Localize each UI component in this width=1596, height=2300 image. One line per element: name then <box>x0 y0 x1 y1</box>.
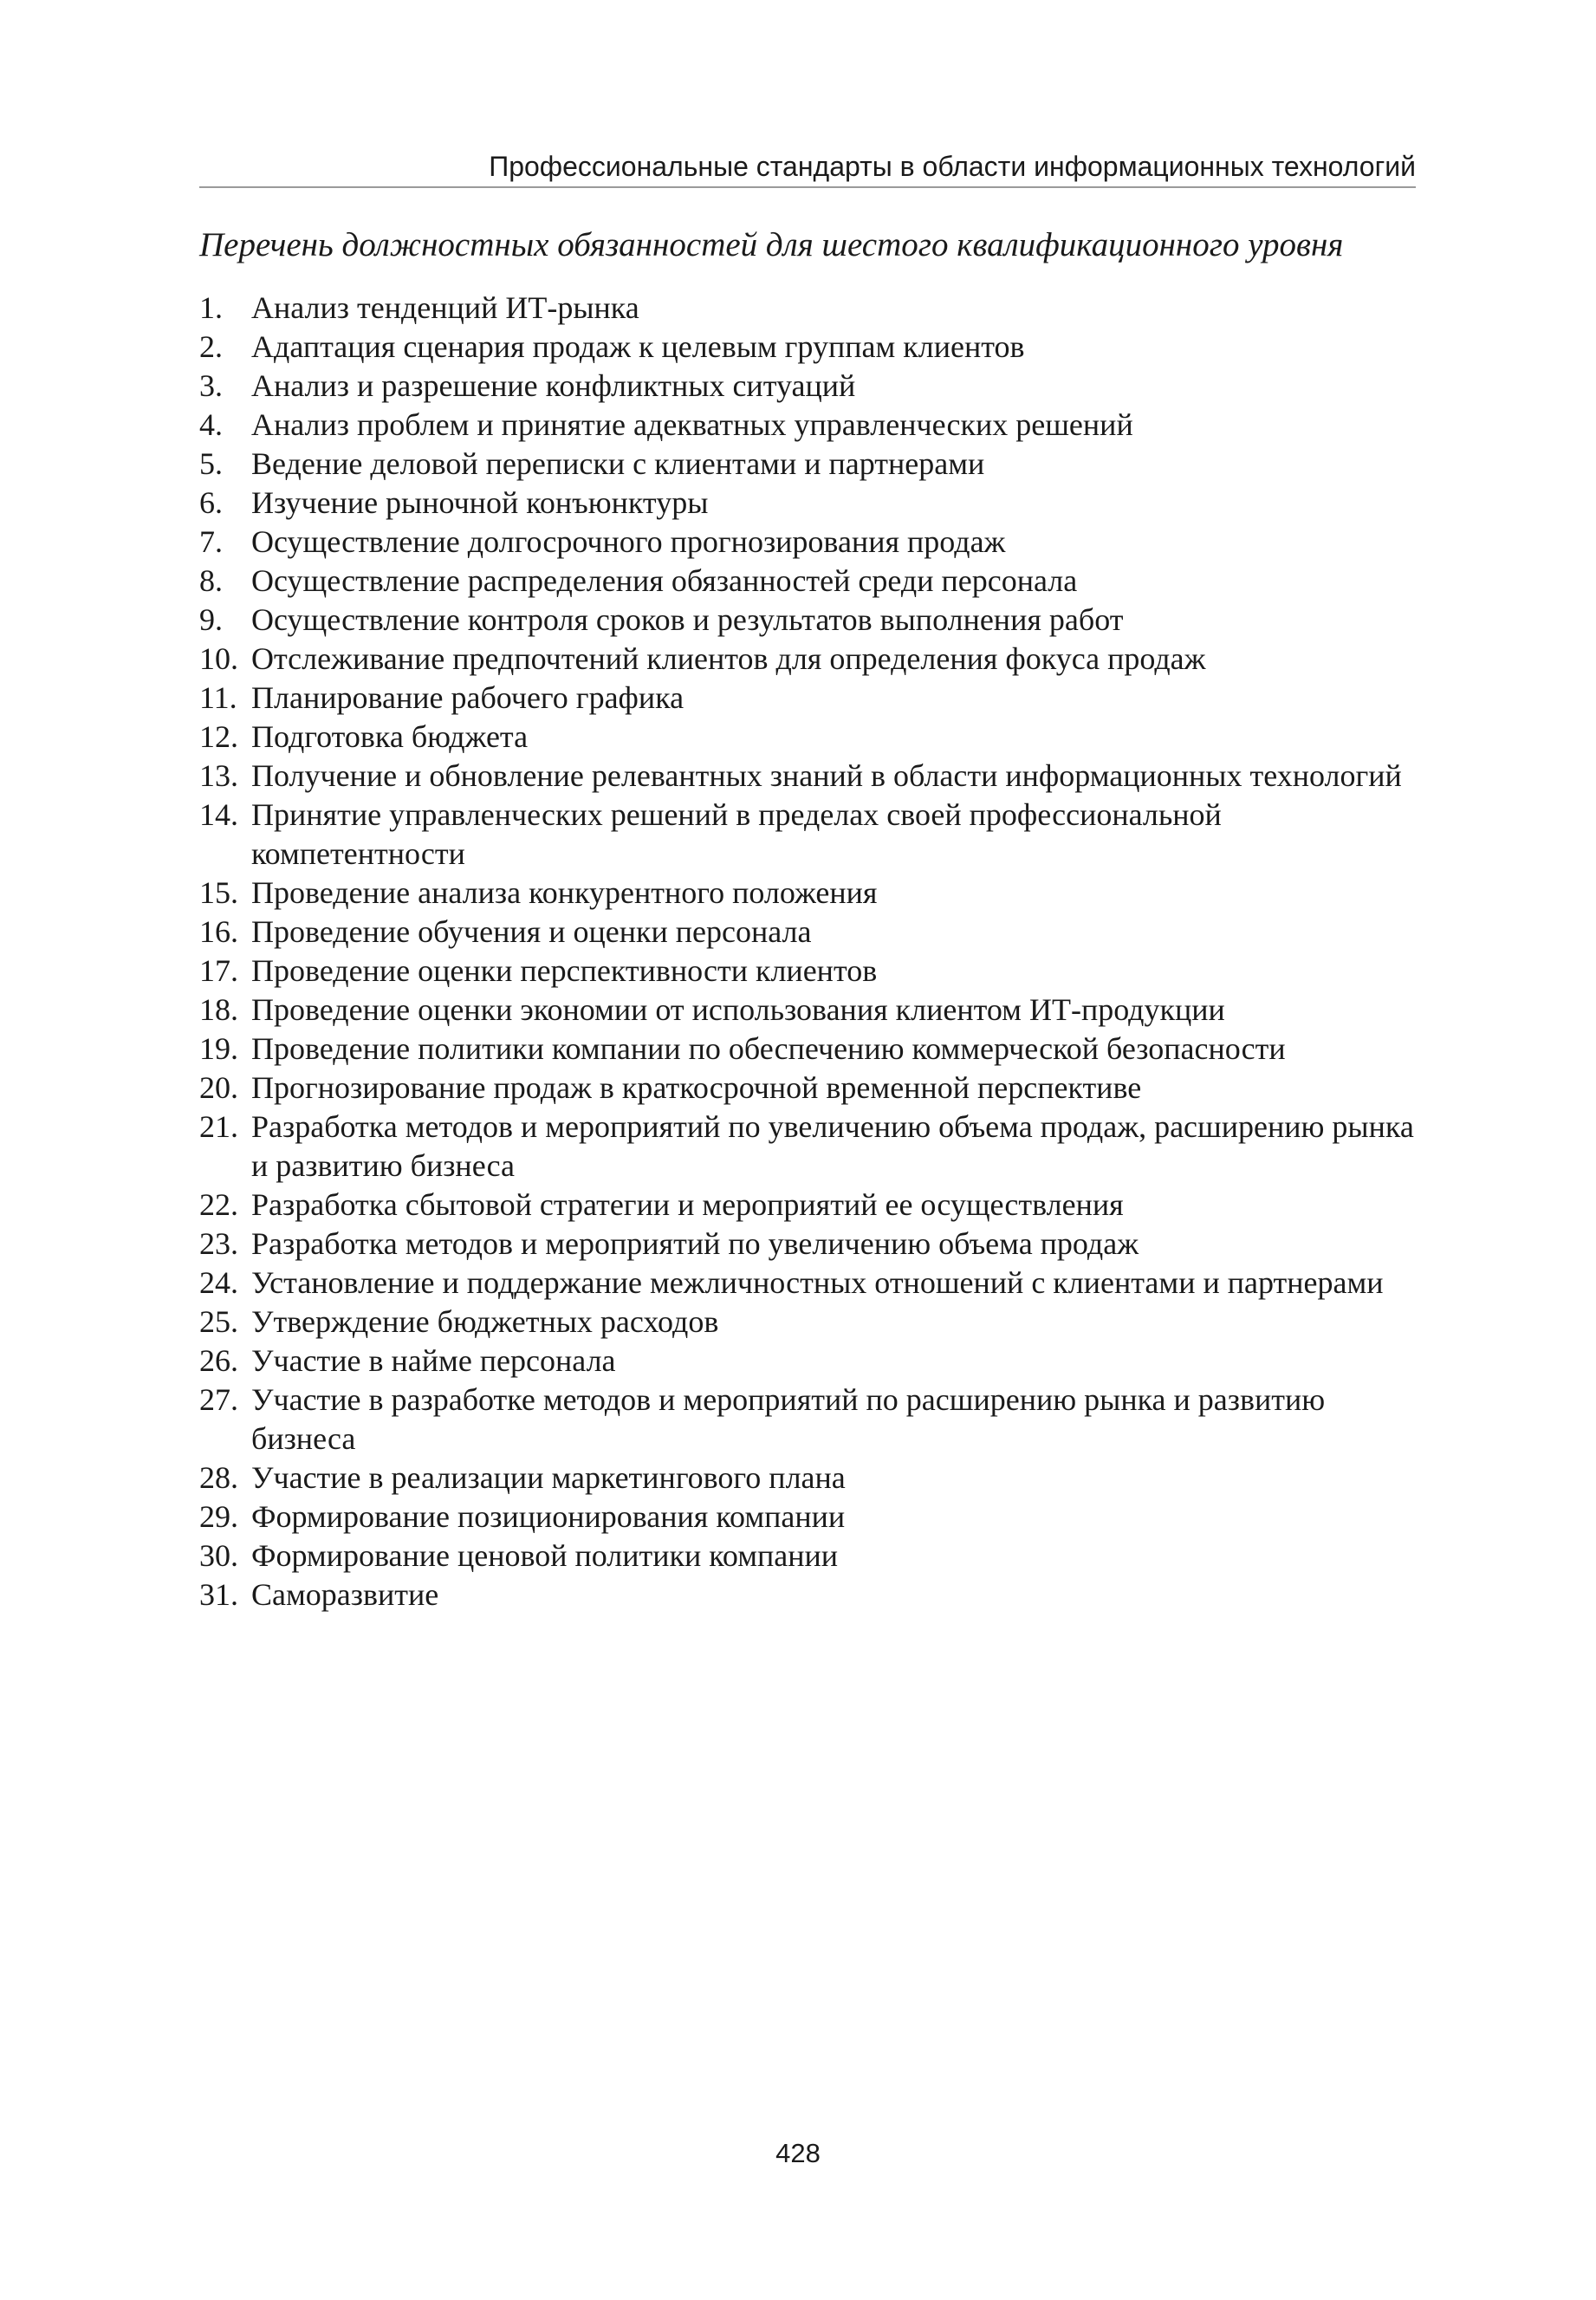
list-item <box>199 874 1430 913</box>
section-title: Перечень должностных обязанностей для шестого квалификационного уровня <box>199 226 1344 263</box>
list-item-text: Анализ и разрешение конфликтных ситуаций <box>251 368 856 403</box>
list-item <box>199 484 1430 523</box>
list-item <box>199 1225 1430 1264</box>
list-item-text: Отслеживание предпочтений клиентов для определения фокуса продаж <box>251 641 1206 676</box>
list-item-number: 16. <box>199 914 238 949</box>
list-item <box>199 1459 1430 1498</box>
list-item-text: Получение и обновление релевантных знаний в области информационных технологий <box>251 758 1402 793</box>
list-item-number: 25. <box>199 1304 238 1339</box>
list-item-text: Формирование ценовой политики компании <box>251 1538 839 1573</box>
list-item-number: 6. <box>199 485 223 520</box>
list-item-text: Проведение обучения и оценки персонала <box>251 914 812 949</box>
list-item-text: Проведение оценки экономии от использования клиентом ИТ-продукции <box>251 992 1225 1027</box>
list-item <box>199 640 1430 679</box>
list-item-text: Осуществление контроля сроков и результатов выполнения работ <box>251 602 1124 637</box>
list-item-number: 27. <box>199 1382 238 1417</box>
list-item-number: 19. <box>199 1031 238 1066</box>
list-item-text: Анализ тенденций ИТ-рынка <box>251 290 639 325</box>
list-item-text: Прогнозирование продаж в краткосрочной временной перспективе <box>251 1070 1142 1105</box>
list-item-number: 29. <box>199 1499 238 1534</box>
list-item-number: 15. <box>199 875 238 910</box>
list-item-text: Утверждение бюджетных расходов <box>251 1304 719 1339</box>
list-item-number: 7. <box>199 524 223 559</box>
list-item <box>199 1498 1430 1537</box>
list-item-number: 8. <box>199 563 223 598</box>
list-item-text: Адаптация сценария продаж к целевым группам клиентов <box>251 329 1025 364</box>
list-item <box>199 1069 1430 1108</box>
list-item <box>199 523 1430 562</box>
list-item-number: 11. <box>199 680 237 715</box>
list-item-text: Разработка методов и мероприятий по увеличению объема продаж <box>251 1226 1139 1261</box>
list-item-number: 26. <box>199 1343 238 1378</box>
list-item-number: 1. <box>199 290 223 325</box>
list-item <box>199 718 1430 757</box>
list-item-text: Участие в найме персонала <box>251 1343 616 1378</box>
list-item-number: 23. <box>199 1226 238 1261</box>
list-item <box>199 913 1430 952</box>
list-item-text: Изучение рыночной конъюнктуры <box>251 485 709 520</box>
list-item <box>199 952 1430 991</box>
list-item <box>199 1381 1430 1459</box>
list-item <box>199 1264 1430 1303</box>
list-item <box>199 562 1430 601</box>
list-item <box>199 367 1430 406</box>
list-item <box>199 679 1430 718</box>
running-header: Профессиональные стандарты в области информационных технологий <box>489 151 1416 182</box>
list-item-text: Формирование позиционирования компании <box>251 1499 846 1534</box>
list-item-text: Ведение деловой переписки с клиентами и партнерами <box>251 446 985 481</box>
list-item-number: 21. <box>199 1109 238 1144</box>
list-item <box>199 1186 1430 1225</box>
list-item <box>199 796 1430 874</box>
list-item-text: Участие в реализации маркетингового плана <box>251 1460 846 1495</box>
list-item <box>199 1303 1430 1342</box>
list-item <box>199 328 1430 367</box>
list-item-number: 24. <box>199 1265 238 1300</box>
list-item-text: Установление и поддержание межличностных отношений с клиентами и партнерами <box>251 1265 1384 1300</box>
list-item-number: 14. <box>199 797 238 832</box>
list-item-text: Разработка сбытовой стратегии и мероприятий ее осуществления <box>251 1187 1124 1222</box>
page-number: 428 <box>775 2138 821 2168</box>
list-item-text: Анализ проблем и принятие адекватных управленческих решений <box>251 407 1133 442</box>
list-item <box>199 406 1430 445</box>
duties-list <box>199 289 1430 1615</box>
list-item <box>199 1537 1430 1576</box>
header-rule <box>199 186 1416 188</box>
list-item <box>199 445 1430 484</box>
list-item-text: Участие в разработке методов и мероприятий по расширению рынка и развитию бизнеса <box>251 1382 1326 1456</box>
list-item-number: 31. <box>199 1577 238 1612</box>
list-item-number: 10. <box>199 641 238 676</box>
list-item <box>199 757 1430 796</box>
list-item <box>199 1576 1430 1615</box>
list-item-number: 17. <box>199 953 238 988</box>
list-item-text: Проведение анализа конкурентного положения <box>251 875 878 910</box>
list-item-number: 9. <box>199 602 223 637</box>
list-item-number: 12. <box>199 719 238 754</box>
list-item <box>199 289 1430 328</box>
list-item-number: 4. <box>199 407 223 442</box>
list-item <box>199 601 1430 640</box>
list-item-number: 30. <box>199 1538 238 1573</box>
list-item-text: Принятие управленческих решений в пределах своей профессиональной компетентности <box>251 797 1222 871</box>
list-item-number: 13. <box>199 758 238 793</box>
list-item-number: 5. <box>199 446 223 481</box>
list-item-text: Осуществление распределения обязанностей среди персонала <box>251 563 1078 598</box>
list-item-number: 2. <box>199 329 223 364</box>
list-item <box>199 1030 1430 1069</box>
list-item <box>199 991 1430 1030</box>
list-item-number: 22. <box>199 1187 238 1222</box>
list-item-text: Осуществление долгосрочного прогнозирования продаж <box>251 524 1006 559</box>
list-item-text: Планирование рабочего графика <box>251 680 684 715</box>
list-item-text: Проведение политики компании по обеспечению коммерческой безопасности <box>251 1031 1286 1066</box>
list-item-number: 20. <box>199 1070 238 1105</box>
list-item-text: Саморазвитие <box>251 1577 439 1612</box>
list-item-number: 18. <box>199 992 238 1027</box>
list-item-text: Подготовка бюджета <box>251 719 529 754</box>
list-item-number: 3. <box>199 368 223 403</box>
list-item-text: Проведение оценки перспективности клиентов <box>251 953 878 988</box>
list-item-text: Разработка методов и мероприятий по увеличению объема продаж, расширению рынка и развитию бизнеса <box>251 1109 1414 1183</box>
list-item <box>199 1108 1430 1186</box>
list-item <box>199 1342 1430 1381</box>
list-item-number: 28. <box>199 1460 238 1495</box>
